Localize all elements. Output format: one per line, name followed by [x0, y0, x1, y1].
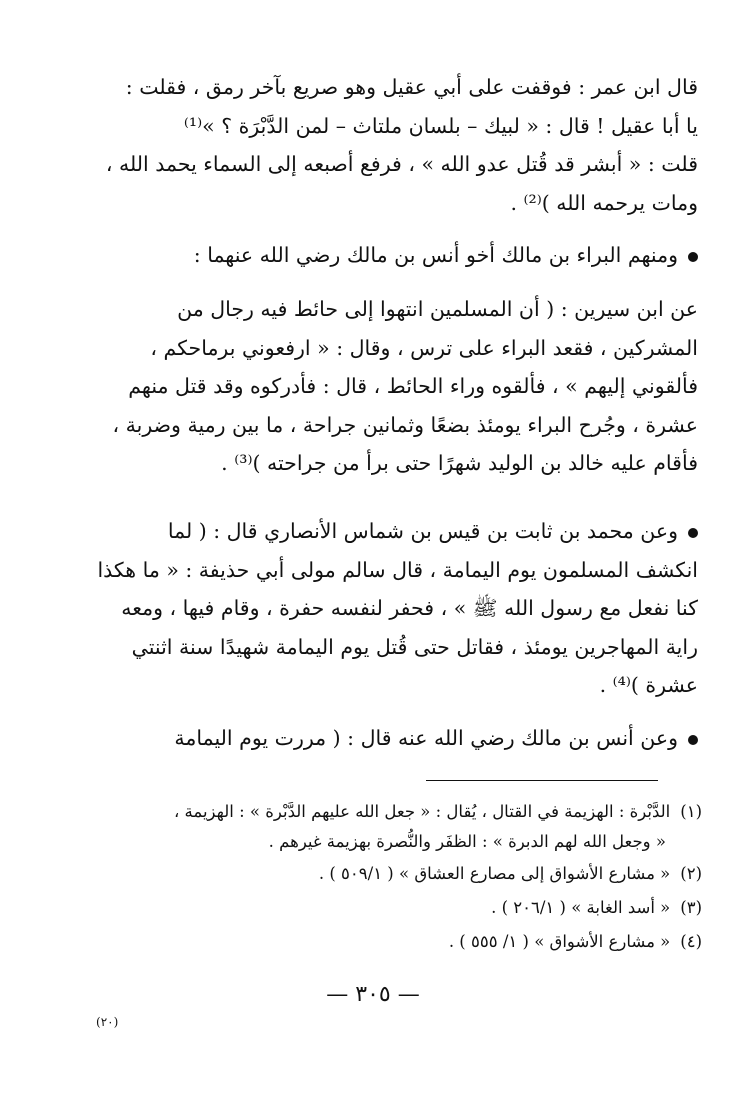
footnote-separator — [426, 780, 658, 781]
text-line: قلت : « أبشر قد قُتل عدو الله » ، فرفع أصبعه إلى السماء يحمد الله ، — [105, 152, 698, 176]
text-line — [88, 719, 698, 758]
paragraph-1 — [88, 68, 698, 222]
paragraph-text — [88, 512, 698, 705]
footnote-line — [60, 893, 702, 923]
text-line-content: وعن محمد بن ثابت بن قيس بن شماس الأنصاري قال : ( لما — [167, 519, 678, 543]
footnote-line — [60, 797, 702, 827]
footnote-number: (٣) — [680, 898, 702, 917]
text-line: قال ابن عمر : فوقفت على أبي عقيل وهو صريع بآخر رمق ، فقلت : — [125, 75, 698, 99]
footnote-3 — [60, 893, 702, 923]
text-line: ومات يرحمه الله )⁽²⁾ . — [510, 190, 698, 215]
bullet-icon — [688, 735, 698, 745]
text-line: انكشف المسلمون يوم اليمامة ، قال سالم مولى أبي حذيفة : « ما هكذا — [97, 557, 698, 582]
footnote-text: « مشارع الأشواق إلى مصارع العشاق » ( ٥٠٩/١ ) . — [318, 864, 671, 883]
footnote-text: الدَّبْرة : الهزيمة في القتال ، يُقال : « جعل الله عليهم الدَّبْرة » : الهزيمة ، — [173, 802, 671, 821]
bullet-icon — [688, 528, 698, 538]
text-line: راية المهاجرين يومئذ ، فقاتل حتى قُتل يوم اليمامة شهيدًا سنة اثنتي — [131, 634, 698, 659]
footnote-line — [60, 927, 702, 957]
paragraph-2 — [88, 236, 698, 275]
text-line: فأقام عليه خالد بن الوليد شهرًا حتى برأ من جراحته )⁽³⁾ . — [221, 451, 698, 475]
signature-mark: (٢٠) — [96, 1015, 119, 1029]
page-number: — ٣٠٥ — — [326, 982, 420, 1007]
text-line — [88, 236, 698, 275]
text-line: عشرة ، وجُرح البراء يومئذ بضعًا وثمانين جراحة ، ما بين رمية وضربة ، — [112, 412, 698, 437]
footnote-number: (٤) — [680, 932, 702, 951]
footnote-number: (١) — [680, 802, 702, 821]
text-line: كنا نفعل مع رسول الله ﷺ » ، فحفر لنفسه حفرة ، وقام فيها ، ومعه — [121, 596, 698, 620]
text-line: المشركين ، فقعد البراء على ترس ، وقال : « ارفعوني برماحكم ، — [150, 335, 698, 360]
paragraph-text — [88, 719, 698, 758]
footnote-text: « مشارع الأشواق » ( ١/ ٥٥٥ ) . — [448, 932, 671, 951]
text-line: يا أبا عقيل ! قال : « لبيك – بلسان ملتاث – لمن الدَّبْرَة ؟ »⁽¹⁾ — [183, 113, 698, 138]
paragraph-text — [88, 290, 698, 483]
bullet-icon — [688, 252, 698, 262]
paragraph-3 — [88, 290, 698, 483]
text-line: عشرة )⁽⁴⁾ . — [599, 673, 698, 697]
text-line: فألقوني إليهم » ، فألقوه وراء الحائط ، قال : فأدركوه وقد قتل منهم — [128, 374, 698, 398]
paragraph-5 — [88, 719, 698, 758]
text-line: عن ابن سيرين : ( أن المسلمين انتهوا إلى حائط فيه رجال من — [177, 297, 698, 321]
text-line-content: ومنهم البراء بن مالك أخو أنس بن مالك رضي الله عنهما : — [193, 243, 678, 267]
footnote-number: (٢) — [680, 864, 702, 883]
text-line — [88, 512, 698, 551]
paragraph-text — [88, 236, 698, 275]
footnote-1 — [60, 797, 702, 857]
footnote-line — [60, 859, 702, 889]
footnote-line: « وجعل الله لهم الدبرة » : الظفَر والنُّصرة بهزيمة غيرهم . — [268, 832, 666, 851]
footnote-4 — [60, 927, 702, 957]
footnote-text: « أسد الغابة » ( ٢٠٦/١ ) . — [491, 898, 671, 917]
paragraph-4 — [88, 512, 698, 705]
text-line-content: وعن أنس بن مالك رضي الله عنه قال : ( مررت يوم اليمامة — [174, 726, 678, 750]
footnote-2 — [60, 859, 702, 889]
paragraph-text — [88, 68, 698, 222]
